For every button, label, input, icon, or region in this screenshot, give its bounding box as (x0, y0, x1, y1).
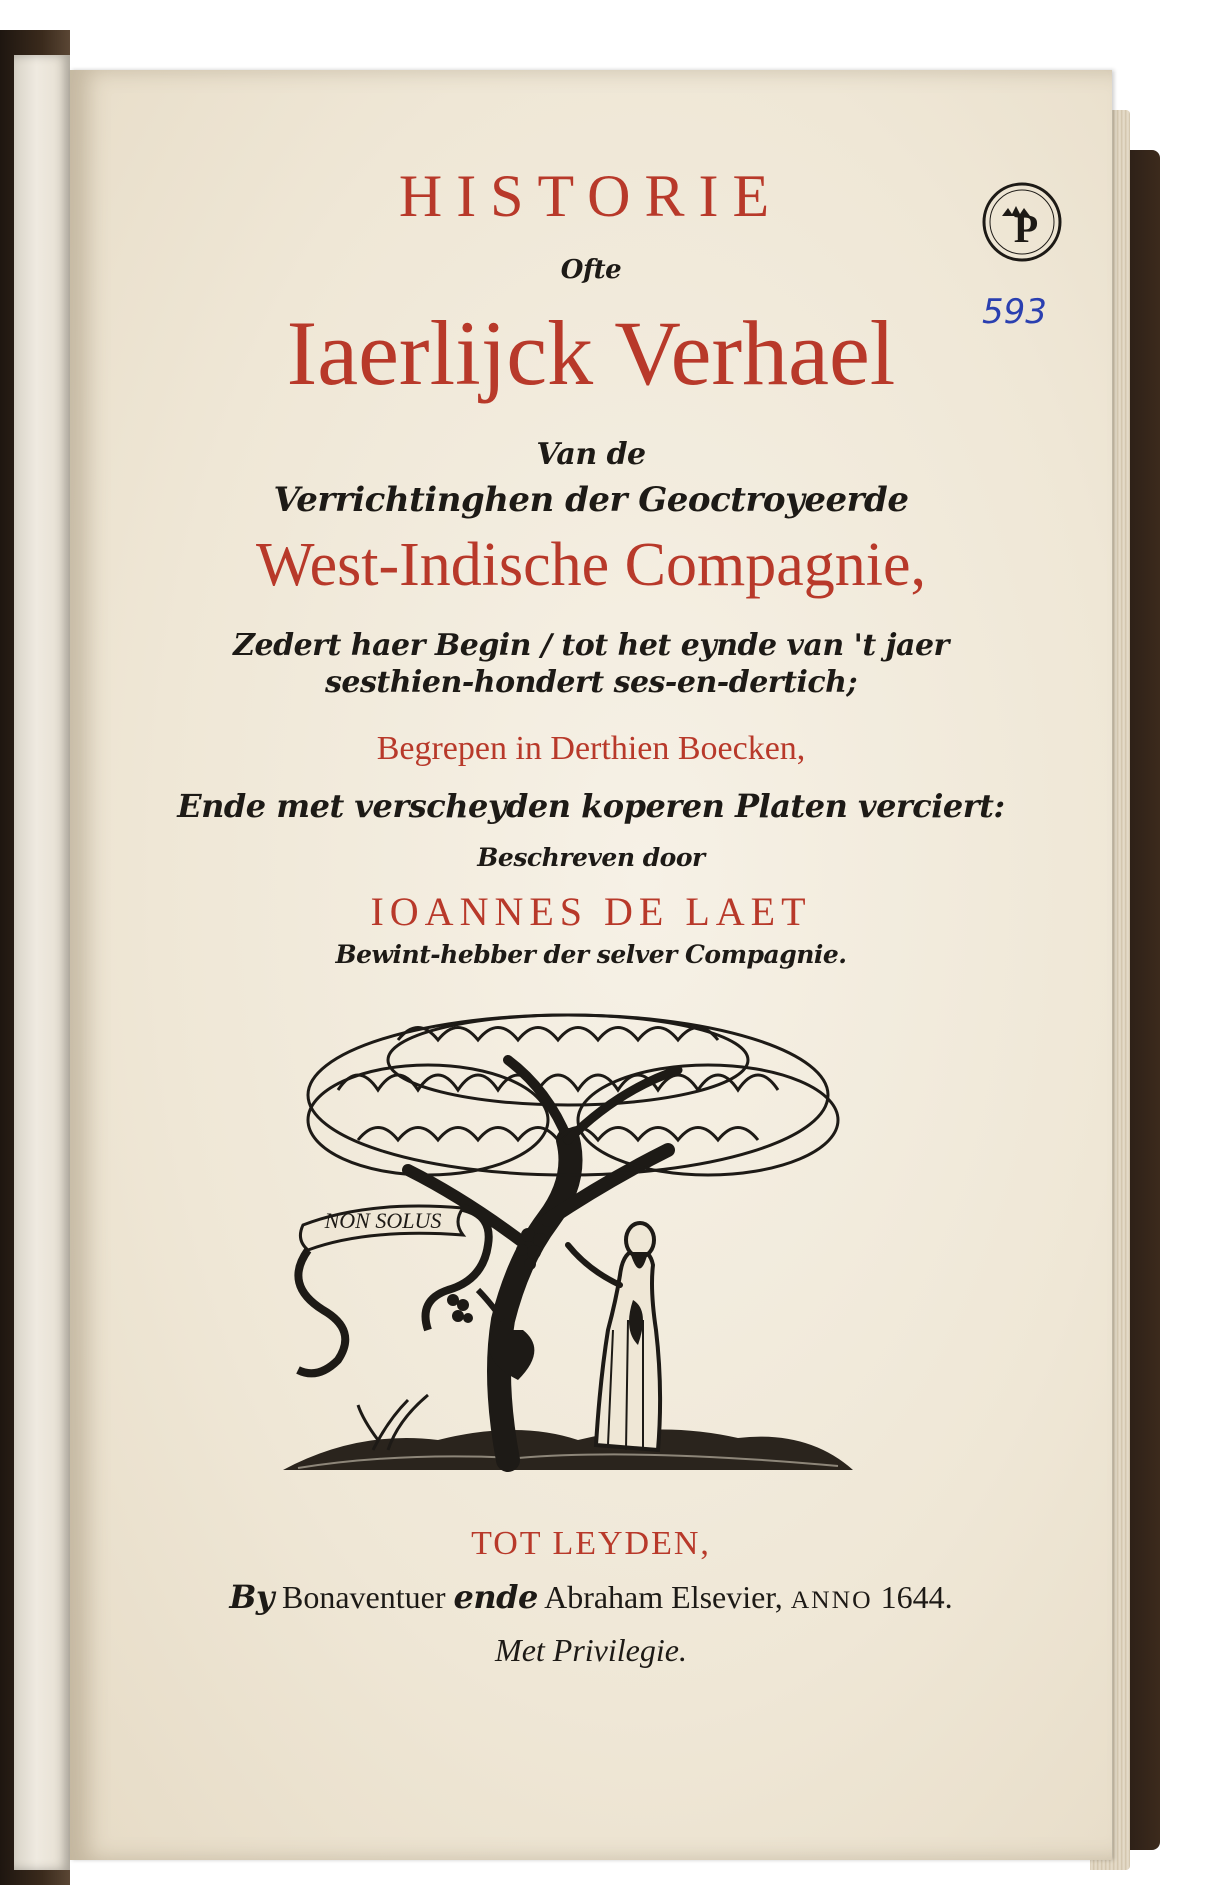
imprint-year: 1644. (880, 1579, 953, 1615)
title-company: West-Indische Compagnie, (256, 531, 926, 599)
imprint-place: TOT LEYDEN, (471, 1525, 711, 1562)
author-role: Bewint-hebber der selver Compagnie. (335, 940, 847, 969)
title-verrichtinghen: Verrichtinghen der Geoctroyeerde (273, 480, 909, 520)
motto-banner (298, 1206, 489, 1373)
imprint-by: By (229, 1578, 274, 1616)
handwritten-shelfmark: 593 (982, 292, 1047, 332)
hermit-figure (568, 1223, 660, 1450)
device-motto: NON SOLUS (324, 1208, 442, 1233)
title-sesthien: sesthien-hondert ses-en-dertich; (324, 665, 858, 700)
title-beschreven: Beschreven door (477, 843, 705, 872)
woodcut-ground (283, 1429, 853, 1470)
title-van-de: Van de (536, 437, 646, 472)
imprint-printer-2: Abraham Elsevier, (544, 1579, 783, 1615)
title-ende-met: Ende met verscheyden koperen Platen verciert: (177, 787, 1005, 825)
imprint-anno: ANNO (790, 1585, 873, 1614)
imprint-printer-line (70, 1578, 1112, 1616)
title-historie: HISTORIE (398, 163, 784, 229)
imprint-printer-1: Bonaventuer (281, 1579, 446, 1615)
imprint-ende: ende (453, 1578, 538, 1616)
stamp-letter: P (1013, 206, 1039, 251)
title-ofte: Ofte (560, 255, 622, 285)
title-begrepen: Begrepen in Derthien Boecken, (376, 730, 806, 767)
library-stamp (980, 180, 1064, 264)
author-name: IOANNES DE LAET (370, 889, 812, 934)
imprint-privilege: Met Privilegie. (495, 1632, 687, 1668)
printers-device-woodcut (278, 1000, 858, 1490)
title-zedert: Zedert haer Begin / tot het eynde van 't jaer (233, 628, 949, 663)
main-title: Iaerlijck Verhael (286, 302, 896, 404)
left-page-edge (14, 55, 70, 1870)
